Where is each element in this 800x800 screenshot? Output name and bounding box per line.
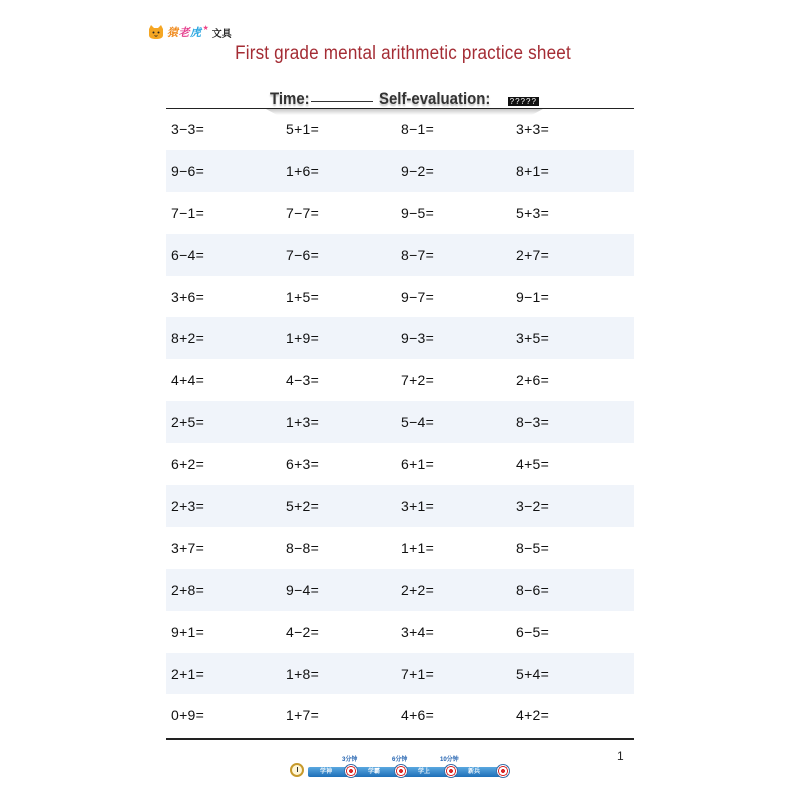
problem-cell: 2+7=: [516, 246, 550, 263]
problem-row: [166, 150, 634, 192]
problem-cell: 7+2=: [401, 372, 435, 389]
problem-cell: 2+3=: [171, 497, 205, 514]
problem-cell: 6+2=: [171, 456, 205, 473]
problem-cell: 9−6=: [171, 162, 205, 179]
problem-cell: 2+1=: [171, 665, 205, 682]
problem-cell: 2+6=: [516, 372, 550, 389]
problem-cell: 3−3=: [171, 120, 205, 137]
problem-cell: 9−3=: [401, 330, 435, 347]
problem-row: [166, 653, 634, 695]
problem-row: [166, 527, 634, 569]
problem-cell: 8−8=: [286, 539, 320, 556]
problem-cell: 9−4=: [286, 581, 320, 598]
problem-cell: 5+4=: [516, 665, 550, 682]
problem-cell: 4−2=: [286, 623, 320, 640]
problem-cell: 1+6=: [286, 162, 320, 179]
time-blank: [311, 101, 373, 102]
timer-level: 学上: [418, 769, 431, 775]
problem-cell: 5−4=: [401, 414, 435, 431]
problem-cell: 3+4=: [401, 623, 435, 640]
problem-cell: 9−5=: [401, 204, 435, 221]
evaluation-stars: ?????: [509, 97, 537, 106]
problem-cell: 9−1=: [516, 288, 550, 305]
problem-cell: 1+9=: [286, 330, 320, 347]
problem-cell: 8−6=: [516, 581, 550, 598]
problem-cell: 1+7=: [286, 707, 320, 724]
problem-row: [166, 234, 634, 276]
problem-cell: 3−2=: [516, 497, 550, 514]
self-evaluation-label: Self-evaluation:: [379, 89, 491, 108]
problem-cell: 4+4=: [171, 372, 205, 389]
time-label: Time:: [270, 89, 310, 108]
problem-row: [166, 485, 634, 527]
problem-cell: 0+9=: [171, 707, 205, 724]
problem-cell: 7−1=: [171, 204, 205, 221]
problem-cell: 6−5=: [516, 623, 550, 640]
brand-logo: [148, 22, 232, 42]
target-icon: [496, 764, 510, 778]
problem-cell: 9−2=: [401, 162, 435, 179]
timer-level: 学神: [320, 769, 333, 775]
problem-cell: 3+3=: [516, 120, 550, 137]
problem-cell: 7−7=: [286, 204, 320, 221]
problem-cell: 3+5=: [516, 330, 550, 347]
brand-name: 猿老虎: [167, 27, 202, 39]
alarm-clock-icon: [290, 763, 304, 777]
problem-cell: 8+2=: [171, 330, 205, 347]
problem-row: [166, 443, 634, 485]
problem-cell: 4+6=: [401, 707, 435, 724]
problem-cell: 8−5=: [516, 539, 550, 556]
problem-cell: 8+1=: [516, 162, 550, 179]
problem-row: [166, 108, 634, 150]
brand-suffix: 文具: [211, 28, 232, 40]
problem-cell: 1+3=: [286, 414, 320, 431]
problem-cell: 9−7=: [401, 288, 435, 305]
timer-level: 新兵: [468, 769, 481, 775]
problem-row: [166, 317, 634, 359]
target-icon: [444, 764, 458, 778]
target-icon: [344, 764, 358, 778]
page-number: 1: [617, 749, 624, 763]
problem-grid: [166, 108, 634, 736]
info-line: [270, 87, 539, 109]
problem-cell: 2+8=: [171, 581, 205, 598]
problem-cell: 4+2=: [516, 707, 550, 724]
problem-row: [166, 401, 634, 443]
star-icon: ★: [202, 25, 209, 32]
timer-tick: 10分钟: [440, 757, 459, 763]
problem-cell: 5+2=: [286, 497, 320, 514]
problem-cell: 8−7=: [401, 246, 435, 263]
problem-cell: 3+1=: [401, 497, 435, 514]
problem-cell: 6+1=: [401, 456, 435, 473]
problem-cell: 5+3=: [516, 204, 550, 221]
problem-row: [166, 611, 634, 653]
problem-row: [166, 569, 634, 611]
timer-banner: [290, 752, 520, 784]
problem-cell: 1+8=: [286, 665, 320, 682]
problem-row: [166, 192, 634, 234]
problem-cell: 3+7=: [171, 539, 205, 556]
problem-cell: 3+6=: [171, 288, 205, 305]
problem-cell: 7+1=: [401, 665, 435, 682]
problem-cell: 6+3=: [286, 456, 320, 473]
problem-cell: 6−4=: [171, 246, 205, 263]
cat-icon: [148, 25, 164, 39]
problem-cell: 8−1=: [401, 120, 435, 137]
bottom-rule: [166, 738, 634, 740]
target-icon: [394, 764, 408, 778]
problem-cell: 5+1=: [286, 120, 320, 137]
problem-row: [166, 694, 634, 736]
problem-cell: 1+5=: [286, 288, 320, 305]
problem-cell: 7−6=: [286, 246, 320, 263]
page-title: First grade mental arithmetic practice sheet: [235, 43, 571, 64]
problem-cell: 2+2=: [401, 581, 435, 598]
timer-tick: 3分钟: [342, 757, 358, 763]
problem-cell: 4−3=: [286, 372, 320, 389]
problem-cell: 8−3=: [516, 414, 550, 431]
problem-row: [166, 276, 634, 318]
timer-level: 学霸: [368, 769, 381, 775]
problem-cell: 2+5=: [171, 414, 205, 431]
problem-cell: 9+1=: [171, 623, 205, 640]
problem-cell: 1+1=: [401, 539, 435, 556]
timer-tick: 6分钟: [392, 757, 408, 763]
problem-row: [166, 359, 634, 401]
problem-cell: 4+5=: [516, 456, 550, 473]
